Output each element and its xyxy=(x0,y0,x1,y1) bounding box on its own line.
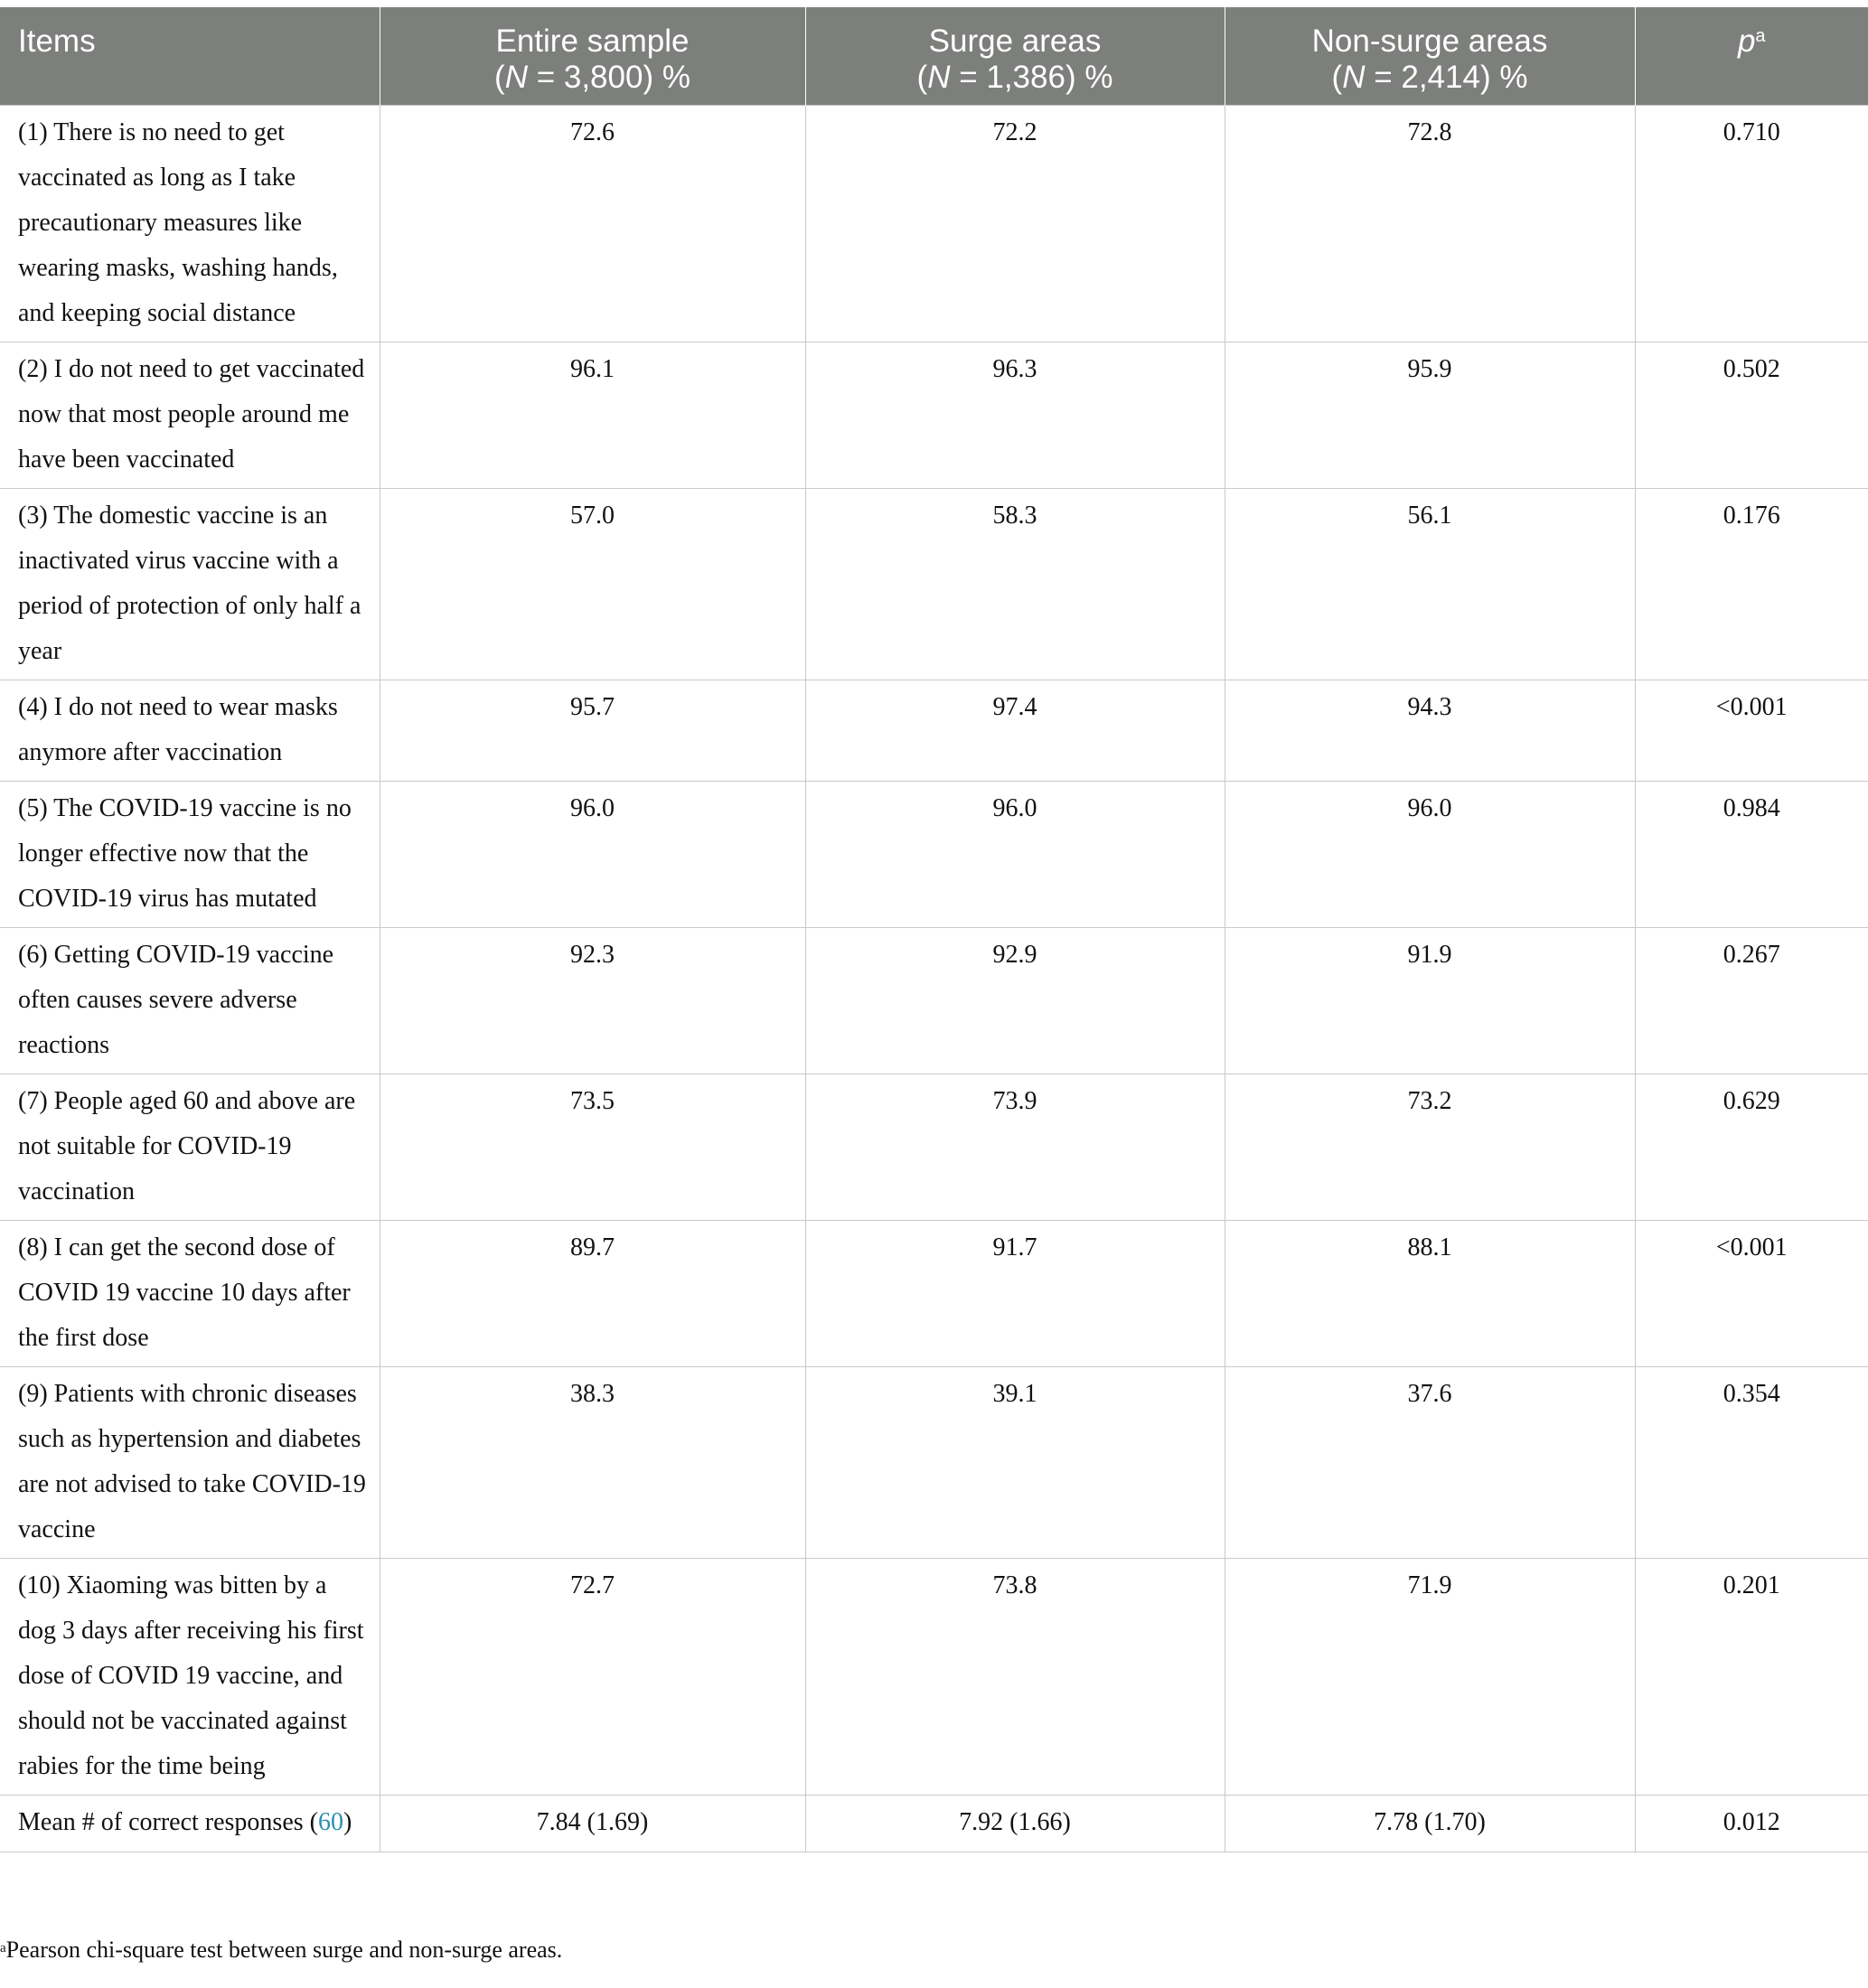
table-row xyxy=(0,1366,1868,1558)
table-row xyxy=(0,781,1868,927)
summary-surge-cell: 7.92 (1.66) xyxy=(805,1795,1225,1852)
item-cell: (4) I do not need to wear masks anymore after vaccination xyxy=(0,680,380,781)
table-row xyxy=(0,1074,1868,1220)
non-surge-cell: 94.3 xyxy=(1225,680,1635,781)
header-p-label: p xyxy=(1737,23,1756,59)
reference-link[interactable]: 60 xyxy=(317,1807,343,1836)
surge-cell: 97.4 xyxy=(805,680,1225,781)
table-row xyxy=(0,105,1868,342)
entire-cell: 73.5 xyxy=(380,1074,805,1220)
non-surge-cell: 73.2 xyxy=(1225,1074,1635,1220)
header-items xyxy=(0,7,380,105)
non-surge-cell: 37.6 xyxy=(1225,1366,1635,1558)
item-cell: (3) The domestic vaccine is an inactivated virus vaccine with a period of protection of only half a year xyxy=(0,488,380,680)
surge-cell: 96.0 xyxy=(805,781,1225,927)
table-row xyxy=(0,342,1868,488)
results-table xyxy=(0,7,1868,1852)
header-p-value xyxy=(1635,7,1868,105)
header-surge-title: Surge areas xyxy=(928,23,1102,59)
table-row xyxy=(0,488,1868,680)
surge-cell: 39.1 xyxy=(805,1366,1225,1558)
surge-cell: 73.8 xyxy=(805,1558,1225,1795)
table-row xyxy=(0,927,1868,1074)
item-cell: (8) I can get the second dose of COVID 19 vaccine 10 days after the first dose xyxy=(0,1220,380,1366)
p-cell: <0.001 xyxy=(1635,1220,1868,1366)
item-cell: (10) Xiaoming was bitten by a dog 3 days after receiving his first dose of COVID 19 vaccine, and should not be vaccinated against rabies for the time being xyxy=(0,1558,380,1795)
table-container xyxy=(0,7,1868,1852)
surge-cell: 72.2 xyxy=(805,105,1225,342)
non-surge-cell: 56.1 xyxy=(1225,488,1635,680)
entire-cell: 96.1 xyxy=(380,342,805,488)
header-non-surge-areas xyxy=(1225,7,1635,105)
item-cell: (7) People aged 60 and above are not suitable for COVID-19 vaccination xyxy=(0,1074,380,1220)
entire-cell: 95.7 xyxy=(380,680,805,781)
entire-cell: 89.7 xyxy=(380,1220,805,1366)
header-p-sup: a xyxy=(1755,26,1766,46)
p-cell: 0.502 xyxy=(1635,342,1868,488)
table-header xyxy=(0,7,1868,105)
entire-cell: 96.0 xyxy=(380,781,805,927)
header-non-surge-title: Non-surge areas xyxy=(1311,23,1548,59)
footnote-marker: a xyxy=(0,1941,6,1955)
entire-cell: 92.3 xyxy=(380,927,805,1074)
surge-cell: 73.9 xyxy=(805,1074,1225,1220)
header-surge-areas xyxy=(805,7,1225,105)
summary-row xyxy=(0,1795,1868,1852)
p-cell: 0.267 xyxy=(1635,927,1868,1074)
item-cell: (6) Getting COVID-19 vaccine often causes severe adverse reactions xyxy=(0,927,380,1074)
entire-cell: 38.3 xyxy=(380,1366,805,1558)
non-surge-cell: 95.9 xyxy=(1225,342,1635,488)
header-surge-n: (N = 1,386) % xyxy=(916,60,1113,95)
p-cell: 0.201 xyxy=(1635,1558,1868,1795)
table-row xyxy=(0,680,1868,781)
header-entire-title: Entire sample xyxy=(495,23,690,59)
item-cell: (1) There is no need to get vaccinated as long as I take precautionary measures like wearing masks, washing hands, and keeping social distance xyxy=(0,105,380,342)
summary-label-cell: Mean # of correct responses (60) xyxy=(0,1795,380,1852)
header-entire-n: (N = 3,800) % xyxy=(494,60,690,95)
table-footnote xyxy=(0,1936,562,1964)
surge-cell: 92.9 xyxy=(805,927,1225,1074)
summary-non-surge-cell: 7.78 (1.70) xyxy=(1225,1795,1635,1852)
non-surge-cell: 72.8 xyxy=(1225,105,1635,342)
summary-entire-cell: 7.84 (1.69) xyxy=(380,1795,805,1852)
table-body xyxy=(0,105,1868,1852)
header-row xyxy=(0,7,1868,105)
entire-cell: 72.6 xyxy=(380,105,805,342)
table-row xyxy=(0,1558,1868,1795)
p-cell: <0.001 xyxy=(1635,680,1868,781)
summary-p-cell: 0.012 xyxy=(1635,1795,1868,1852)
surge-cell: 91.7 xyxy=(805,1220,1225,1366)
non-surge-cell: 71.9 xyxy=(1225,1558,1635,1795)
p-cell: 0.629 xyxy=(1635,1074,1868,1220)
non-surge-cell: 96.0 xyxy=(1225,781,1635,927)
entire-cell: 72.7 xyxy=(380,1558,805,1795)
footnote-text: Pearson chi-square test between surge and non-surge areas. xyxy=(5,1936,563,1963)
p-cell: 0.176 xyxy=(1635,488,1868,680)
p-cell: 0.354 xyxy=(1635,1366,1868,1558)
entire-cell: 57.0 xyxy=(380,488,805,680)
header-items-label: Items xyxy=(18,23,96,59)
item-cell: (2) I do not need to get vaccinated now that most people around me have been vaccinated xyxy=(0,342,380,488)
item-cell: (5) The COVID-19 vaccine is no longer effective now that the COVID-19 virus has mutated xyxy=(0,781,380,927)
surge-cell: 96.3 xyxy=(805,342,1225,488)
p-cell: 0.984 xyxy=(1635,781,1868,927)
p-cell: 0.710 xyxy=(1635,105,1868,342)
non-surge-cell: 91.9 xyxy=(1225,927,1635,1074)
table-row xyxy=(0,1220,1868,1366)
header-non-surge-n: (N = 2,414) % xyxy=(1331,60,1528,95)
non-surge-cell: 88.1 xyxy=(1225,1220,1635,1366)
item-cell: (9) Patients with chronic diseases such as hypertension and diabetes are not advised to take COVID-19 vaccine xyxy=(0,1366,380,1558)
surge-cell: 58.3 xyxy=(805,488,1225,680)
header-entire-sample xyxy=(380,7,805,105)
